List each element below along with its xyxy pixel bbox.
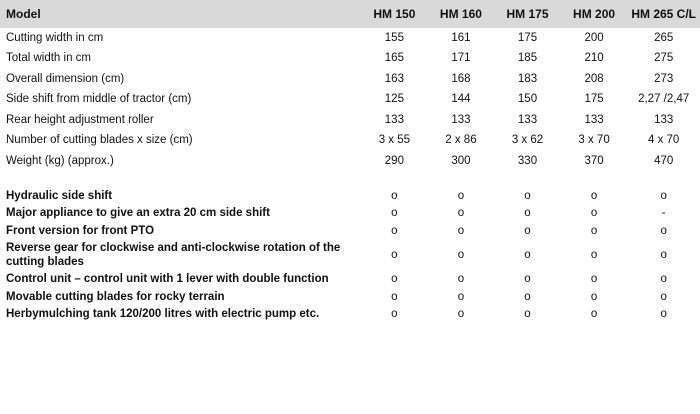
table-row xyxy=(0,90,700,111)
cell-value: 150 xyxy=(517,93,538,106)
option-label: Front version for front PTO xyxy=(6,224,155,237)
option-row xyxy=(0,271,700,289)
option-value: o xyxy=(457,224,465,237)
row-label: Number of cutting blades x size (cm) xyxy=(6,134,193,147)
option-value: o xyxy=(457,273,465,286)
column-header-hm175: HM 175 xyxy=(506,6,549,21)
row-label: Overall dimension (cm) xyxy=(6,72,125,85)
spacer-cell xyxy=(561,172,628,188)
column-header-hm160: HM 160 xyxy=(439,6,482,21)
option-value: o xyxy=(660,224,667,237)
spacer-cell xyxy=(627,172,700,188)
cell-value: 290 xyxy=(384,154,404,167)
cell-value: 133 xyxy=(517,113,538,126)
option-value: o xyxy=(524,224,531,237)
option-value: o xyxy=(391,290,398,303)
option-value: o xyxy=(590,224,598,237)
cell-value: 3 x 70 xyxy=(578,134,610,147)
option-value: o xyxy=(391,273,398,286)
option-value: o xyxy=(524,207,531,220)
cell-value: 144 xyxy=(451,93,471,106)
table-header-row xyxy=(0,0,700,28)
option-value: o xyxy=(524,273,531,286)
option-row xyxy=(0,223,700,241)
option-value: o xyxy=(457,248,465,261)
option-label: Movable cutting blades for rocky terrain xyxy=(6,290,225,303)
column-header-model: Model xyxy=(6,6,41,21)
option-value: - xyxy=(661,207,666,220)
cell-value: 208 xyxy=(584,72,604,85)
option-value: o xyxy=(590,207,598,220)
option-row xyxy=(0,188,700,206)
option-value: o xyxy=(524,189,531,202)
table-row xyxy=(0,69,700,90)
option-value: o xyxy=(457,308,465,321)
option-label: Control unit – control unit with 1 lever with double function xyxy=(6,273,329,286)
option-value: o xyxy=(660,248,667,261)
option-value: o xyxy=(391,189,398,202)
table-row xyxy=(0,28,700,49)
option-value: o xyxy=(660,290,667,303)
option-value: o xyxy=(457,189,465,202)
option-label: Herbymulching tank 120/200 litres with electric pump etc. xyxy=(6,308,320,321)
section-spacer-row xyxy=(0,172,700,188)
row-label: Side shift from middle of tractor (cm) xyxy=(6,93,192,106)
cell-value: 155 xyxy=(384,31,404,44)
option-row xyxy=(0,240,700,271)
option-label: Hydraulic side shift xyxy=(6,189,113,202)
option-label: Major appliance to give an extra 20 cm side shift xyxy=(6,207,270,220)
option-value: o xyxy=(391,248,398,261)
cell-value: 273 xyxy=(654,72,674,85)
spacer-cell xyxy=(0,172,361,188)
table-row xyxy=(0,110,700,131)
cell-value: 168 xyxy=(451,72,471,85)
option-value: o xyxy=(590,308,598,321)
table-row xyxy=(0,49,700,70)
cell-value: 470 xyxy=(654,154,674,167)
cell-value: 200 xyxy=(584,31,604,44)
cell-value: 2 x 86 xyxy=(445,134,477,147)
cell-value: 185 xyxy=(517,52,538,65)
option-value: o xyxy=(391,207,398,220)
cell-value: 163 xyxy=(384,72,404,85)
option-value: o xyxy=(524,290,531,303)
cell-value: 175 xyxy=(517,31,538,44)
cell-value: 3 x 55 xyxy=(378,134,411,147)
table-row xyxy=(0,131,700,152)
option-value: o xyxy=(660,308,667,321)
column-header-hm265cl: HM 265 C/L xyxy=(631,6,697,21)
column-header-hm150: HM 150 xyxy=(373,6,416,21)
cell-value: 171 xyxy=(451,52,471,65)
cell-value: 330 xyxy=(517,154,538,167)
spacer-cell xyxy=(361,172,428,188)
option-value: o xyxy=(590,290,598,303)
option-value: o xyxy=(590,273,598,286)
option-row xyxy=(0,205,700,223)
option-value: o xyxy=(660,189,667,202)
cell-value: 370 xyxy=(584,154,604,167)
cell-value: 2,27 /2,47 xyxy=(638,93,690,106)
cell-value: 3 x 62 xyxy=(511,134,544,147)
row-label: Cutting width in cm xyxy=(6,31,104,44)
spacer-cell xyxy=(494,172,561,188)
cell-value: 183 xyxy=(517,72,538,85)
row-label: Total width in cm xyxy=(6,52,92,65)
cell-value: 133 xyxy=(451,113,471,126)
option-value: o xyxy=(590,248,598,261)
cell-value: 133 xyxy=(584,113,604,126)
option-row xyxy=(0,306,700,324)
row-label: Weight (kg) (approx.) xyxy=(6,154,114,167)
option-value: o xyxy=(457,207,465,220)
cell-value: 4 x 70 xyxy=(648,134,680,147)
option-value: o xyxy=(590,189,598,202)
option-value: o xyxy=(660,273,667,286)
option-value: o xyxy=(524,308,531,321)
cell-value: 133 xyxy=(654,113,674,126)
cell-value: 165 xyxy=(384,52,404,65)
table-row xyxy=(0,151,700,172)
option-value: o xyxy=(457,290,465,303)
cell-value: 275 xyxy=(654,52,674,65)
option-value: o xyxy=(391,308,398,321)
cell-value: 210 xyxy=(584,52,604,65)
cell-value: 175 xyxy=(584,93,604,106)
column-header-hm200: HM 200 xyxy=(573,6,616,21)
cell-value: 300 xyxy=(451,154,471,167)
cell-value: 161 xyxy=(451,31,471,44)
spacer-cell xyxy=(428,172,495,188)
option-value: o xyxy=(524,248,531,261)
row-label: Rear height adjustment roller xyxy=(6,113,154,126)
option-value: o xyxy=(391,224,398,237)
option-label: Reverse gear for clockwise and anti-clockwise rotation of the cutting blades xyxy=(6,242,341,268)
cell-value: 265 xyxy=(654,31,674,44)
cell-value: 133 xyxy=(384,113,404,126)
option-row xyxy=(0,289,700,307)
cell-value: 125 xyxy=(384,93,404,106)
